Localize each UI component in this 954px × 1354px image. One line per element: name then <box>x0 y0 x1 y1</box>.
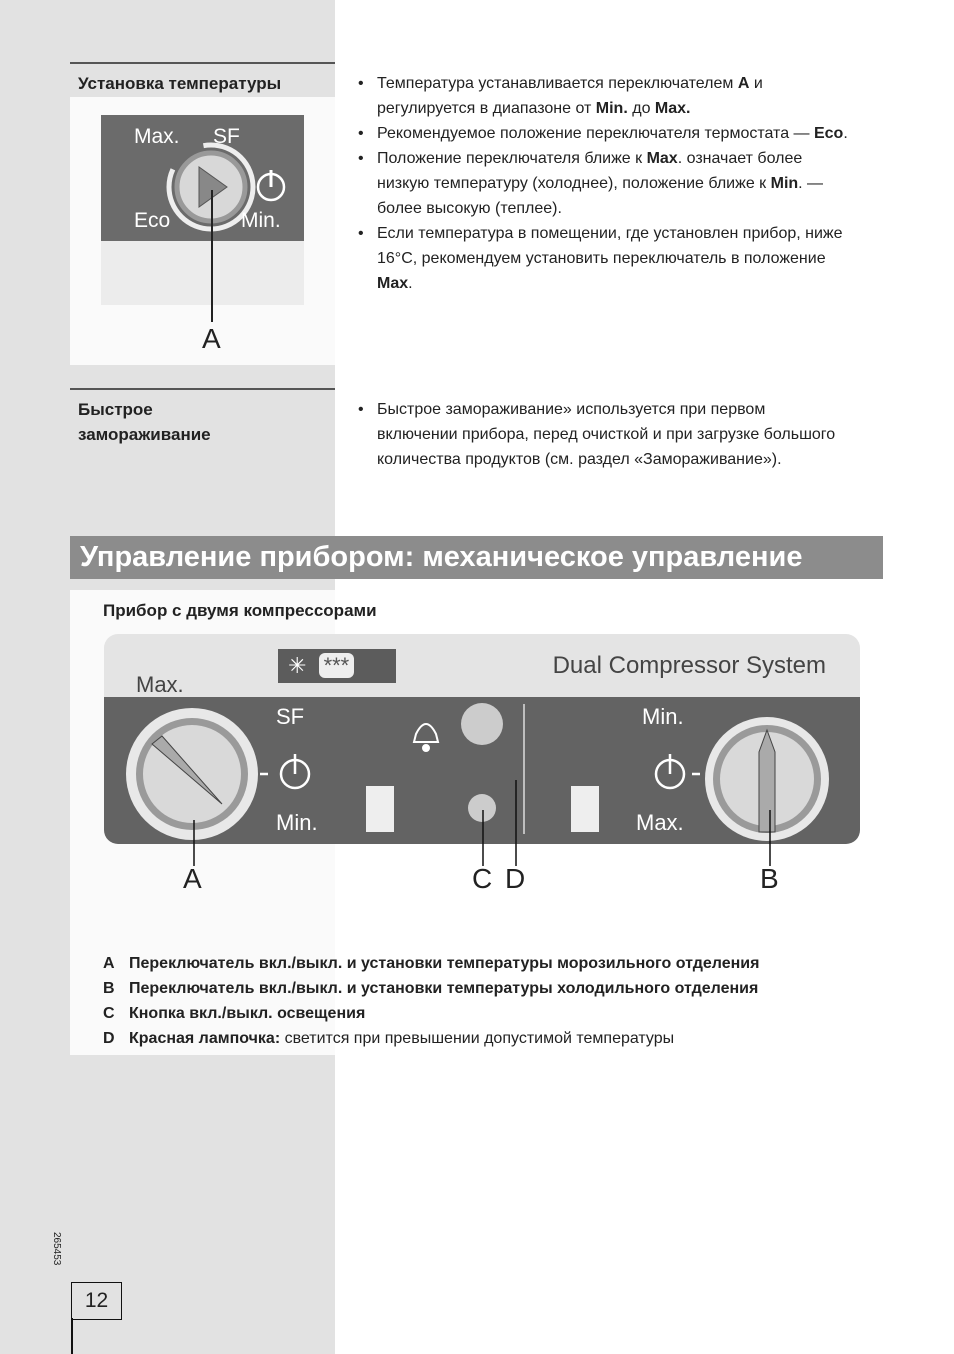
section-divider <box>70 388 335 390</box>
legend-title: Красная лампочка: <box>129 1030 281 1047</box>
legend-key: A <box>103 955 115 972</box>
bullet-text: Если температура в помещении, где установлен прибор, ниже 16°C, рекомендуем установить переключатель в положение <box>377 225 843 267</box>
bullet-item: • Быстрое замораживание» используется при первом включении прибора, перед очисткой и при загрузке большого количества продуктов (см. раздел «Замораживание»). <box>358 397 838 472</box>
red-alarm-lamp <box>461 703 503 745</box>
section-heading-quick-freeze: Быстрое замораживание <box>78 400 211 444</box>
legend-key: B <box>103 980 115 997</box>
left-dial-max-label: Max. <box>136 672 184 697</box>
bold-term: Eco <box>813 125 844 142</box>
dial-label-sf: SF <box>213 125 240 148</box>
quick-freeze-bullets <box>358 397 838 472</box>
document-code: 265453 <box>51 1232 62 1266</box>
legend-item <box>103 1026 759 1051</box>
bullet-text: . — более высокую (теплее). <box>377 175 824 217</box>
bullet-item <box>358 71 858 121</box>
dial-label-eco: Eco <box>134 209 171 232</box>
dial-figure <box>101 115 304 241</box>
brand-label: Dual Compressor System <box>552 652 826 679</box>
bullet-item <box>358 121 858 146</box>
subtitle: Прибор с двумя компрессорами <box>103 601 377 620</box>
bold-term: Max <box>377 275 409 292</box>
alarm-bell-icon <box>414 724 438 751</box>
section-divider <box>70 62 335 64</box>
bullet-item <box>358 146 858 221</box>
legend-key: D <box>103 1030 115 1047</box>
snowflake-icon: ✳ <box>288 653 307 678</box>
callout-b: B <box>760 863 779 894</box>
bold-term: Min <box>770 175 799 192</box>
legend-item <box>103 976 759 1001</box>
callout-lines <box>100 780 800 870</box>
callout-a: A <box>183 863 202 894</box>
bullet-text: до <box>627 100 655 117</box>
bullet-item <box>358 221 858 296</box>
legend-item <box>103 951 759 976</box>
right-dial-max-label: Max. <box>636 810 684 835</box>
bullet-text: Положение переключателя ближе к <box>377 150 647 167</box>
star-rating-label: *** <box>319 653 355 678</box>
bullet-text: Температура устанавливается переключателем <box>377 75 738 92</box>
bold-term: Max <box>646 150 678 167</box>
bullet-text: . <box>843 125 848 142</box>
dial-label-min: Min. <box>241 209 281 232</box>
temperature-bullets <box>358 71 858 296</box>
main-section-title: Управление прибором: механическое управление <box>70 536 883 579</box>
callout-line <box>211 190 213 322</box>
callout-d: D <box>505 863 526 894</box>
section-heading-temperature: Установка температуры <box>78 74 282 93</box>
bold-term: Min. <box>595 100 628 117</box>
legend-title: Переключатель вкл./выкл. и установки температуры морозильного отделения <box>129 955 760 972</box>
bold-term: Max. <box>654 100 691 117</box>
legend <box>103 951 759 1051</box>
legend-item <box>103 1001 759 1026</box>
legend-key: C <box>103 1005 115 1022</box>
left-dial-min-label: Min. <box>276 810 318 835</box>
page-number: 12 <box>71 1282 122 1320</box>
bullet-text: и регулируется в диапазоне от <box>377 75 763 117</box>
bullet-text: Рекомендуемое положение переключателя термостата — <box>377 125 814 142</box>
callout-c: C <box>472 863 493 894</box>
legend-title: Кнопка вкл./выкл. освещения <box>129 1005 366 1022</box>
dial-label-max: Max. <box>134 125 180 148</box>
sf-label: SF <box>276 704 305 729</box>
legend-title: Переключатель вкл./выкл. и установки температуры холодильного отделения <box>129 980 759 997</box>
legend-text: светится при превышении допустимой температуры <box>280 1030 675 1047</box>
right-dial-min-label: Min. <box>642 704 684 729</box>
bullet-text: . <box>408 275 413 292</box>
bullet-text: . означает более низкую температуру (холоднее), положение ближе к <box>377 150 803 192</box>
bold-term: A <box>737 75 750 92</box>
callout-a: A <box>202 323 221 354</box>
